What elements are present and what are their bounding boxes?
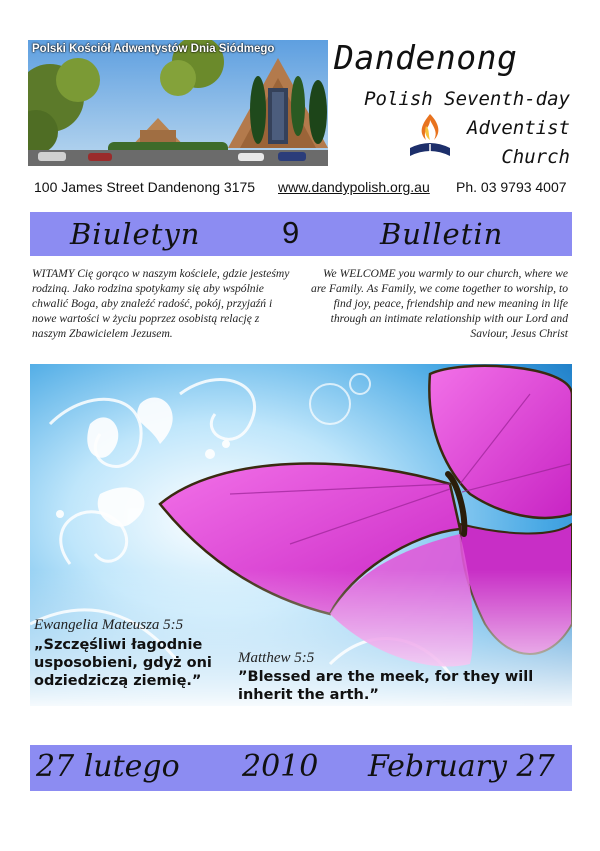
verse-text-en: ”Blessed are the meek, for they will inherit the arth.”: [238, 669, 534, 703]
verse-text-pl: „Szczęśliwi łagodnie usposobieni, gdyż oni odziedziczą ziemię.”: [34, 637, 212, 689]
bulletin-bar: [30, 212, 572, 256]
subtitle-line-1: Polish Seventh-day: [364, 88, 570, 110]
subtitle-line-3: Church: [501, 146, 570, 168]
church-photo-image: [28, 40, 328, 166]
photo-caption: Polski Kościół Adwentystów Dnia Siódmego: [32, 43, 275, 55]
bulletin-label-pl: Biuletyn: [70, 217, 201, 251]
date-year: 2010: [242, 749, 319, 784]
date-en: February 27: [368, 749, 555, 784]
phone-text: Ph. 03 9793 4007: [456, 179, 567, 195]
bulletin-label-en: Bulletin: [380, 217, 504, 251]
verse-reference-en: Matthew 5:5: [238, 650, 315, 666]
adventist-logo-icon: [404, 110, 456, 162]
website-link[interactable]: www.dandypolish.org.au: [278, 179, 430, 195]
church-name-title: Dandenong: [334, 38, 518, 77]
date-pl: 27 lutego: [36, 749, 180, 784]
church-photo: [28, 40, 328, 166]
welcome-text-en: We WELCOME you warmly to our church, where we are Family. As Family, we come together to worship, to find joy, peace, friendship and new meaning in life through an intimate relationship with our Lord and Saviour, Jesus Christ: [311, 267, 568, 340]
welcome-text-pl: WITAMY Cię gorąco w naszym kościele, gdzie jesteśmy rodziną. Jako rodzina spotykamy się aby wspólnie chwalić Boga, aby znaleźć radość, pokój, przyjaźń i nowe wartości w życiu poprzez osobistą relację z naszym Zbawicielem Jezusem.: [32, 267, 290, 340]
date-bar: [30, 745, 572, 791]
bulletin-number: 9: [282, 215, 301, 250]
verse-reference-pl: Ewangelia Mateusza 5:5: [34, 617, 184, 633]
subtitle-line-2: Adventist: [467, 117, 570, 139]
address-text: 100 James Street Dandenong 3175: [34, 179, 256, 195]
